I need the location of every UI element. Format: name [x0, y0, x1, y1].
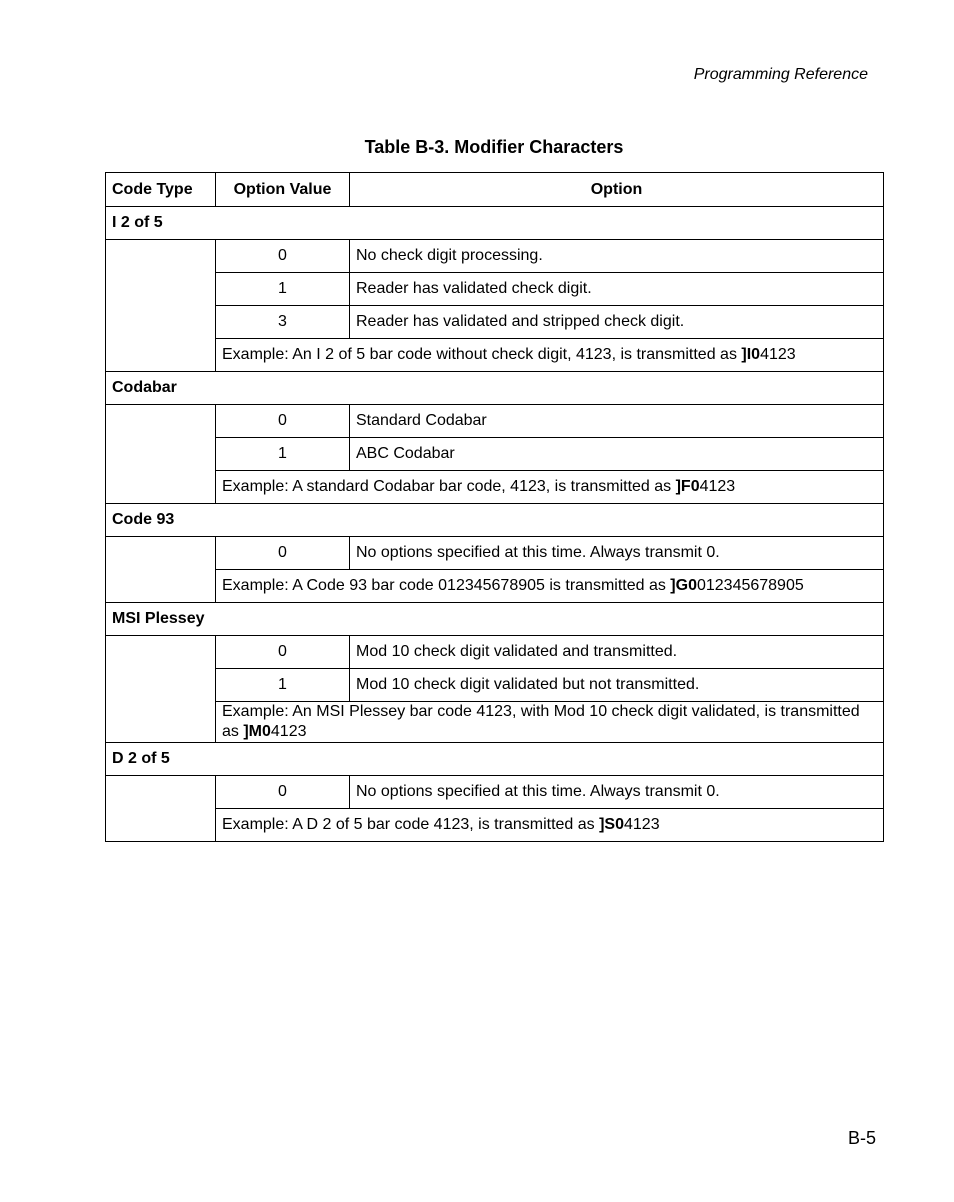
option-value: 0	[216, 776, 350, 809]
example-row	[106, 702, 884, 743]
page-number: B-5	[847, 1128, 876, 1148]
example-code: ]M0	[243, 723, 271, 740]
section-row	[106, 207, 884, 240]
option-description: No options specified at this time. Always transmit 0.	[350, 537, 884, 570]
table-row	[106, 636, 884, 669]
code-type-label: MSI Plessey	[106, 603, 884, 636]
example-text: Example: An I 2 of 5 bar code without check digit, 4123, is transmitted as ]I04123	[216, 339, 884, 372]
table-row	[106, 405, 884, 438]
option-value: 0	[216, 240, 350, 273]
code-type-label: I 2 of 5	[106, 207, 884, 240]
code-type-spacer	[106, 405, 216, 504]
option-value: 0	[216, 405, 350, 438]
code-type-label: Codabar	[106, 372, 884, 405]
table-row	[106, 273, 884, 306]
option-description: ABC Codabar	[350, 438, 884, 471]
section-row	[106, 603, 884, 636]
table-row	[106, 306, 884, 339]
example-text: Example: An MSI Plessey bar code 4123, with Mod 10 check digit validated, is transmitted as ]M04123	[216, 702, 884, 743]
code-type-label: D 2 of 5	[106, 743, 884, 776]
table-row	[106, 240, 884, 273]
option-description: No check digit processing.	[350, 240, 884, 273]
example-row	[106, 339, 884, 372]
option-description: Reader has validated check digit.	[350, 273, 884, 306]
option-value: 3	[216, 306, 350, 339]
option-value: 1	[216, 438, 350, 471]
option-value: 1	[216, 669, 350, 702]
example-code: ]I0	[741, 346, 761, 363]
example-row	[106, 809, 884, 842]
example-row	[106, 570, 884, 603]
example-code: ]G0	[670, 577, 697, 594]
code-type-spacer	[106, 636, 216, 743]
table-row	[106, 438, 884, 471]
table-row	[106, 537, 884, 570]
code-type-spacer	[106, 537, 216, 603]
option-description: Reader has validated and stripped check digit.	[350, 306, 884, 339]
code-type-spacer	[106, 776, 216, 842]
modifier-characters-table	[105, 172, 884, 842]
option-description: Mod 10 check digit validated but not transmitted.	[350, 669, 884, 702]
option-value: 0	[216, 537, 350, 570]
example-code: ]F0	[675, 478, 700, 495]
column-header-code-type: Code Type	[106, 173, 216, 207]
option-value: 0	[216, 636, 350, 669]
example-code: ]S0	[599, 816, 624, 833]
example-row	[106, 471, 884, 504]
section-row	[106, 504, 884, 537]
column-header-option: Option	[350, 173, 884, 207]
option-description: Mod 10 check digit validated and transmitted.	[350, 636, 884, 669]
option-description: Standard Codabar	[350, 405, 884, 438]
section-row	[106, 743, 884, 776]
table-row	[106, 776, 884, 809]
table-header-row	[106, 173, 884, 207]
code-type-spacer	[106, 240, 216, 372]
running-header: Programming Reference	[693, 66, 868, 83]
section-row	[106, 372, 884, 405]
option-value: 1	[216, 273, 350, 306]
option-description: No options specified at this time. Always transmit 0.	[350, 776, 884, 809]
table-row	[106, 669, 884, 702]
code-type-label: Code 93	[106, 504, 884, 537]
example-text: Example: A D 2 of 5 bar code 4123, is transmitted as ]S04123	[216, 809, 884, 842]
column-header-option-value: Option Value	[216, 173, 350, 207]
example-text: Example: A Code 93 bar code 012345678905 is transmitted as ]G0012345678905	[216, 570, 884, 603]
example-text: Example: A standard Codabar bar code, 4123, is transmitted as ]F04123	[216, 471, 884, 504]
table-caption: Table B-3. Modifier Characters	[364, 137, 624, 157]
